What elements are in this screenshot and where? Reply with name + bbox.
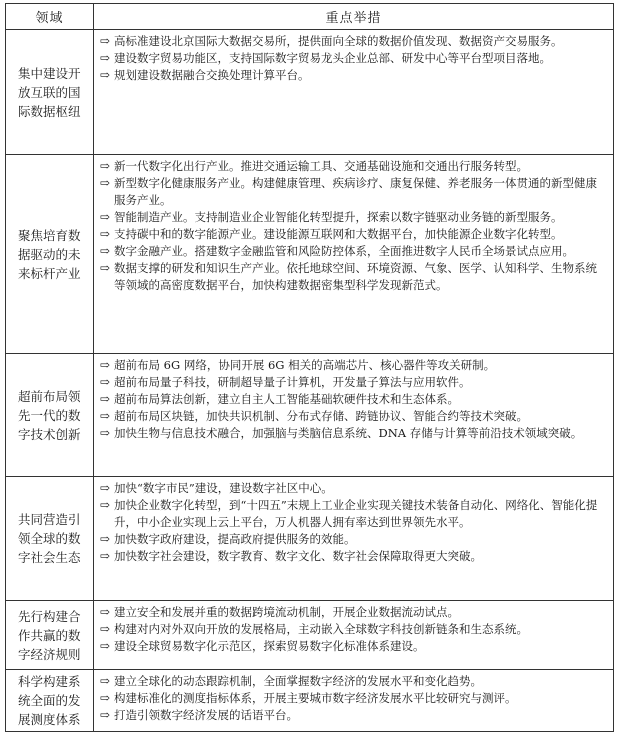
arrow-right-icon: ⇨ (100, 708, 111, 722)
list-item: ⇨ 加快数字社会建设，数字教育、数字文化、数字社会保障取得更大突破。 (100, 549, 482, 563)
list-item: ⇨ 高标准建设北京国际大数据交易所，提供面向全球的数据价值发现、数据资产交易服务。 (100, 34, 563, 48)
list-item: ⇨ 新一代数字化出行产业。推进交通运输工具、交通基础设施和交通出行服务转型。 (100, 159, 528, 173)
list-item: ⇨ 规划建设数据融合交换处理计算平台。 (100, 68, 310, 82)
table-row (6, 354, 614, 477)
list-item: ⇨ 超前布局量子科技，研制超导量子计算机，开发量子算法与应用软件。 (100, 375, 471, 389)
arrow-right-icon: ⇨ (100, 674, 111, 688)
table-row (6, 477, 614, 601)
measures-cell (94, 155, 614, 354)
list-item: ⇨ 构建标准化的测度指标体系，开展主要城市数字经济发展水平比较研究与测评。 (100, 691, 517, 705)
arrow-right-icon: ⇨ (100, 622, 111, 636)
domain-cell: 集中建设开放互联的国际数据枢纽 (6, 30, 94, 155)
domain-cell: 聚焦培育数据驱动的未来标杆产业 (6, 155, 94, 354)
arrow-right-icon: ⇨ (100, 498, 111, 512)
arrow-right-icon: ⇨ (100, 358, 111, 372)
list-item: ⇨ 建立安全和发展并重的数据跨境流动机制，开展企业数据流动试点。 (100, 605, 459, 619)
domain-cell: 先行构建合作共赢的数字经济规则 (6, 601, 94, 670)
list-item: ⇨ 支持碳中和的数字能源产业。建设能源互联网和大数据平台，加快能源企业数字化转型。 (100, 227, 563, 241)
domain-cell: 科学构建系统全面的发展测度体系 (6, 670, 94, 732)
list-item: ⇨ 加快数字政府建设，提高政府提供服务的效能。 (100, 532, 356, 546)
arrow-right-icon: ⇨ (100, 532, 111, 546)
arrow-right-icon: ⇨ (100, 639, 111, 653)
measures-cell (94, 670, 614, 732)
measures-column-header: 重点举措 (94, 4, 614, 30)
arrow-right-icon: ⇨ (100, 409, 111, 423)
measures-cell (94, 477, 614, 601)
list-item: ⇨ 超前布局算法创新，建立自主人工智能基础软硬件技术和生态体系。 (100, 392, 459, 406)
list-item: ⇨ 构建对内对外双向开放的发展格局，主动嵌入全球数字科技创新链条和生态系统。 (100, 622, 528, 636)
domain-column-header: 领域 (6, 4, 94, 30)
arrow-right-icon: ⇨ (100, 244, 111, 258)
table-row (6, 670, 614, 732)
arrow-right-icon: ⇨ (100, 392, 111, 406)
list-item: ⇨ 建立全球化的动态跟踪机制，全面掌握数字经济的发展水平和变化趋势。 (100, 674, 482, 688)
measures-cell (94, 354, 614, 477)
measures-cell (94, 601, 614, 670)
list-item: ⇨ 超前布局区块链，加快共识机制、分布式存储、跨链协议、智能合约等技术突破。 (100, 409, 528, 423)
list-item: ⇨ 智能制造产业。支持制造业企业智能化转型提升，探索以数字链驱动业务链的新型服务。 (100, 210, 563, 224)
arrow-right-icon: ⇨ (100, 159, 111, 173)
arrow-right-icon: ⇨ (100, 261, 111, 275)
arrow-right-icon: ⇨ (100, 605, 111, 619)
arrow-right-icon: ⇨ (100, 227, 111, 241)
list-item: ⇨ 新型数字化健康服务产业。构建健康管理、疾病诊疗、康复保健、养老服务一体贯通的新型健康服务产业。 (100, 176, 597, 207)
list-item: ⇨ 打造引领数字经济发展的话语平台。 (100, 708, 298, 722)
arrow-right-icon: ⇨ (100, 68, 111, 82)
list-item: ⇨ 数据支撑的研发和知识生产产业。依托地球空间、环境资源、气象、医学、认知科学、生物系统等领域的高密度数据平台，加快构建数据密集型科学发现新范式。 (100, 261, 597, 292)
arrow-right-icon: ⇨ (100, 481, 111, 495)
arrow-right-icon: ⇨ (100, 176, 111, 190)
list-item: ⇨ 超前布局 6G 网络，协同开展 6G 相关的高端芯片、核心器件等攻关研制。 (100, 358, 496, 372)
list-item: ⇨ 加快“数字市民”建设，建设数字社区中心。 (100, 481, 333, 495)
arrow-right-icon: ⇨ (100, 34, 111, 48)
table-header-row (6, 4, 614, 30)
arrow-right-icon: ⇨ (100, 426, 111, 440)
measures-cell (94, 30, 614, 155)
list-item: ⇨ 建设数字贸易功能区，支持国际数字贸易龙头企业总部、研发中心等平台型项目落地。 (100, 51, 551, 65)
list-item: ⇨ 加快生物与信息技术融合，加强脑与类脑信息系统、DNA 存储与计算等前沿技术领域突破。 (100, 426, 583, 440)
table-row (6, 30, 614, 155)
arrow-right-icon: ⇨ (100, 51, 111, 65)
table-row (6, 601, 614, 670)
list-item: ⇨ 加快企业数字化转型，到“十四五”末规上工业企业实现关键技术装备自动化、网络化、智能化提升，中小企业实现上云上平台，万人机器人拥有率达到世界领先水平。 (100, 498, 598, 529)
arrow-right-icon: ⇨ (100, 210, 111, 224)
list-item: ⇨ 数字金融产业。搭建数字金融监管和风险防控体系，全面推进数字人民币全场景试点应用。 (100, 244, 574, 258)
table-row (6, 155, 614, 354)
arrow-right-icon: ⇨ (100, 375, 111, 389)
measures-table (5, 3, 614, 732)
arrow-right-icon: ⇨ (100, 691, 111, 705)
arrow-right-icon: ⇨ (100, 549, 111, 563)
domain-cell: 超前布局领先一代的数字技术创新 (6, 354, 94, 477)
domain-cell: 共同营造引领全球的数字社会生态 (6, 477, 94, 601)
list-item: ⇨ 建设全球贸易数字化示范区，探索贸易数字化标准体系建设。 (100, 639, 425, 653)
